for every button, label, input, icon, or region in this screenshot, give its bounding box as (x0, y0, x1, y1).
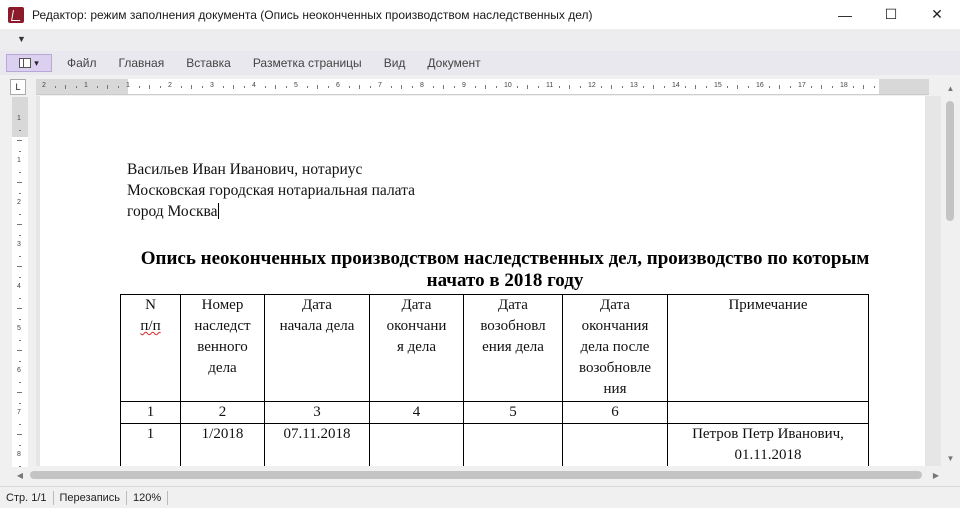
ruler-label: 6 (17, 367, 21, 374)
ruler-tick (17, 392, 22, 393)
table-cell[interactable] (563, 424, 668, 467)
ruler-label: 2 (17, 199, 21, 206)
header-text: Номер (201, 297, 244, 313)
table-cell[interactable]: 4 (370, 402, 464, 424)
header-text: п/п (140, 318, 161, 334)
ruler-tick (653, 85, 654, 89)
ruler-tick (55, 86, 56, 88)
minimize-button[interactable]: — (838, 6, 852, 23)
ruler-tick (19, 193, 21, 194)
inventory-table[interactable] (120, 294, 869, 466)
ruler-tick (601, 86, 602, 88)
ruler-label: 1 (126, 82, 130, 89)
ruler-tick (19, 403, 21, 404)
scroll-up-icon[interactable]: ▲ (946, 83, 955, 93)
table-cell[interactable]: 3 (265, 402, 370, 424)
header-text: окончания (581, 318, 649, 334)
scroll-right-icon[interactable]: ▶ (932, 470, 940, 480)
document-title[interactable]: Опись неоконченных производством наследственных дел, производство по которым начато в 2018 году (140, 248, 870, 291)
ruler-label: 8 (420, 82, 424, 89)
title-bar (0, 0, 960, 29)
table-cell[interactable] (370, 424, 464, 467)
ruler-tick (821, 85, 822, 89)
scroll-down-icon[interactable]: ▼ (946, 453, 955, 463)
ruler-label: 14 (672, 82, 680, 89)
ruler-label: 3 (17, 241, 21, 248)
ruler-tick (611, 85, 612, 89)
ruler-tick (181, 86, 182, 88)
table-cell[interactable] (668, 402, 869, 424)
header-line-city[interactable] (127, 203, 219, 221)
page-layout-icon (19, 58, 31, 68)
ruler-tick (853, 86, 854, 88)
ruler-tick (17, 140, 22, 141)
header-text: Дата (401, 297, 432, 313)
ruler-tick (391, 86, 392, 88)
document-canvas[interactable] (36, 96, 941, 466)
header-cell-number[interactable] (121, 295, 181, 402)
header-text: Дата (302, 297, 332, 313)
header-text: венного (197, 339, 248, 355)
app-logo-icon (8, 7, 24, 23)
ruler-label: 9 (462, 82, 466, 89)
header-cell-start-date[interactable] (265, 295, 370, 402)
ruler-tick (17, 182, 22, 183)
table-cell[interactable]: 6 (563, 402, 668, 424)
ruler-tick (19, 361, 21, 362)
header-text: начала дела (279, 318, 355, 334)
ruler-tick (811, 86, 812, 88)
header-text: дела (208, 360, 237, 376)
ruler-label: 3 (210, 82, 214, 89)
header-text: я дела (396, 339, 437, 355)
ruler-label: 11 (546, 82, 554, 89)
ruler-tick (233, 85, 234, 89)
ruler-tick (17, 434, 22, 435)
header-text: Примечание (728, 297, 808, 313)
header-cell-end-after-resume[interactable] (563, 295, 668, 402)
ruler-tick (17, 308, 22, 309)
ruler-tick (17, 266, 22, 267)
ruler-tick (19, 256, 21, 257)
ruler-tick (286, 86, 287, 88)
window-controls (822, 0, 960, 29)
menu-insert[interactable]: Вставка (186, 56, 231, 70)
ruler-label: 12 (588, 82, 596, 89)
ruler-tick (275, 85, 276, 89)
ruler-label: 2 (168, 82, 172, 89)
table-cell[interactable]: 1 (121, 424, 181, 467)
ruler-tick (19, 151, 21, 152)
ruler-label: 1 (17, 157, 21, 164)
header-text: ения дела (482, 339, 544, 355)
header-text: Дата (600, 297, 630, 313)
ruler-tick (19, 298, 21, 299)
header-text: N (145, 297, 156, 313)
ruler-label: 4 (252, 82, 256, 89)
table-row (121, 424, 869, 467)
ruler-tick (19, 172, 21, 173)
ruler-label: 4 (17, 283, 21, 290)
status-bar (0, 486, 960, 508)
vertical-ruler[interactable] (12, 97, 28, 467)
menu-file[interactable]: Файл (67, 56, 97, 70)
ruler-tick (580, 86, 581, 88)
header-text: наследст (194, 318, 251, 334)
ruler-tick (538, 86, 539, 88)
ruler-tick (19, 319, 21, 320)
ruler-tick (412, 86, 413, 88)
menu-page-layout[interactable]: Разметка страницы (252, 56, 362, 70)
ruler-tick (685, 86, 686, 88)
quick-access-dropdown-icon[interactable]: ▼ (17, 34, 26, 44)
ruler-tick (19, 445, 21, 446)
table-cell-note[interactable] (668, 424, 869, 467)
ruler-tick (433, 86, 434, 88)
ruler-tick (17, 350, 22, 351)
ruler-tick (19, 130, 21, 131)
ruler-tick (19, 424, 21, 425)
ruler-label: 7 (17, 409, 21, 416)
ruler-tick (779, 85, 780, 89)
ruler-tick (223, 86, 224, 88)
ruler-tick (139, 86, 140, 88)
ruler-tick (19, 235, 21, 236)
ruler-tick (370, 86, 371, 88)
table-cell[interactable]: 07.11.2018 (265, 424, 370, 467)
note-line: Петров Петр Иванович, (692, 426, 844, 442)
ruler-tick (569, 85, 570, 89)
close-button[interactable]: ✕ (931, 6, 943, 22)
header-text: ния (603, 381, 627, 397)
layout-toggle-button[interactable] (6, 54, 52, 72)
ruler-tick (65, 85, 66, 89)
ruler-tick (401, 85, 402, 89)
ruler-tick (664, 86, 665, 88)
table-cell[interactable] (464, 424, 563, 467)
ruler-tick (454, 86, 455, 88)
header-line-notary[interactable]: Васильев Иван Иванович, нотариус (127, 161, 363, 178)
header-line-chamber[interactable]: Московская городская нотариальная палата (127, 182, 416, 199)
chevron-down-icon: ▾ (34, 57, 39, 68)
ruler-tick (19, 214, 21, 215)
status-mode[interactable]: Перезапись (54, 491, 128, 505)
ruler-tick (328, 86, 329, 88)
ruler-tick (160, 86, 161, 88)
ruler-label: 1 (17, 115, 21, 122)
ruler-label: 1 (84, 82, 88, 89)
menu-view[interactable]: Вид (383, 56, 406, 70)
ruler-tick (863, 85, 864, 89)
ruler-tick (790, 86, 791, 88)
vertical-scrollbar[interactable] (941, 79, 960, 467)
ruler-tick (97, 86, 98, 88)
table-numbering-row (121, 402, 869, 424)
ruler-tick (149, 85, 150, 89)
header-text: возобновле (578, 360, 651, 376)
ruler-tick (17, 224, 22, 225)
ruler-tick (76, 86, 77, 88)
ruler-tick (244, 86, 245, 88)
ruler-tick (485, 85, 486, 89)
ruler-tick (19, 382, 21, 383)
ruler-label: 6 (336, 82, 340, 89)
table-cell[interactable]: 2 (181, 402, 265, 424)
header-cell-case-number[interactable] (181, 295, 265, 402)
vertical-scroll-thumb[interactable] (946, 101, 954, 221)
ruler-label: 5 (294, 82, 298, 89)
document-page[interactable] (40, 96, 925, 466)
ruler-tick (737, 85, 738, 89)
ruler-tick (622, 86, 623, 88)
header-text: возобновл (480, 318, 546, 334)
ruler-label: 2 (42, 82, 46, 89)
ruler-tick (191, 85, 192, 89)
ruler-tick (769, 86, 770, 88)
maximize-button[interactable]: ☐ (884, 6, 898, 22)
header-text: дела после (580, 339, 650, 355)
ruler-tick (349, 86, 350, 88)
ruler-tick (706, 86, 707, 88)
ruler-tick (695, 85, 696, 89)
ruler-label: 8 (17, 451, 21, 458)
ruler-left-margin (36, 79, 128, 95)
header-cell-end-date[interactable] (370, 295, 464, 402)
header-cell-resume-date[interactable] (464, 295, 563, 402)
ruler-tick (107, 85, 108, 89)
ruler-right-margin (879, 79, 929, 95)
ruler-tick (118, 86, 119, 88)
menu-document[interactable]: Документ (427, 56, 481, 70)
table-header-row (121, 295, 869, 402)
ruler-tick (559, 86, 560, 88)
ruler-tick (727, 86, 728, 88)
note-line: 01.11.2018 (734, 447, 802, 463)
ruler-tick (643, 86, 644, 88)
ruler-tick (202, 86, 203, 88)
ruler-tick (265, 86, 266, 88)
window-title: Редактор: режим заполнения документа (Опись неоконченных производством наследственных дел) (32, 7, 593, 22)
horizontal-ruler[interactable] (36, 79, 929, 95)
quick-access-toolbar (0, 29, 960, 51)
table-cell[interactable]: 5 (464, 402, 563, 424)
ruler-label: 5 (17, 325, 21, 332)
header-text: Дата (498, 297, 528, 313)
ruler-tick (517, 86, 518, 88)
ruler-label: 15 (714, 82, 722, 89)
header-cell-note[interactable] (668, 295, 869, 402)
header-text: окончани (386, 318, 447, 334)
ruler-tick (19, 277, 21, 278)
ruler-tick (443, 85, 444, 89)
ruler-label: 16 (756, 82, 764, 89)
menu-home[interactable]: Главная (118, 56, 165, 70)
ruler-tick (307, 86, 308, 88)
ruler-tick (832, 86, 833, 88)
horizontal-scrollbar[interactable] (0, 467, 960, 483)
text-caret (218, 203, 219, 219)
status-page: Стр. 1/1 (0, 491, 54, 505)
tab-stop-selector[interactable]: L (10, 79, 26, 95)
ruler-tick (317, 85, 318, 89)
ruler-tick (19, 340, 21, 341)
ruler-tick (359, 85, 360, 89)
ruler-tick (475, 86, 476, 88)
ruler-tick (748, 86, 749, 88)
ruler-tick (874, 86, 875, 88)
ruler-label: 10 (504, 82, 512, 89)
ruler-tick (496, 86, 497, 88)
status-zoom[interactable]: 120% (127, 491, 168, 505)
menu-bar (0, 51, 960, 75)
scroll-left-icon[interactable]: ◀ (16, 470, 24, 480)
ruler-label: 13 (630, 82, 638, 89)
header-line-city-text: город Москва (127, 203, 218, 220)
table-cell[interactable]: 1/2018 (181, 424, 265, 467)
horizontal-scroll-thumb[interactable] (30, 471, 922, 479)
ruler-label: 7 (378, 82, 382, 89)
ruler-tick (527, 85, 528, 89)
table-cell[interactable]: 1 (121, 402, 181, 424)
ruler-label: 17 (798, 82, 806, 89)
ruler-label: 18 (840, 82, 848, 89)
